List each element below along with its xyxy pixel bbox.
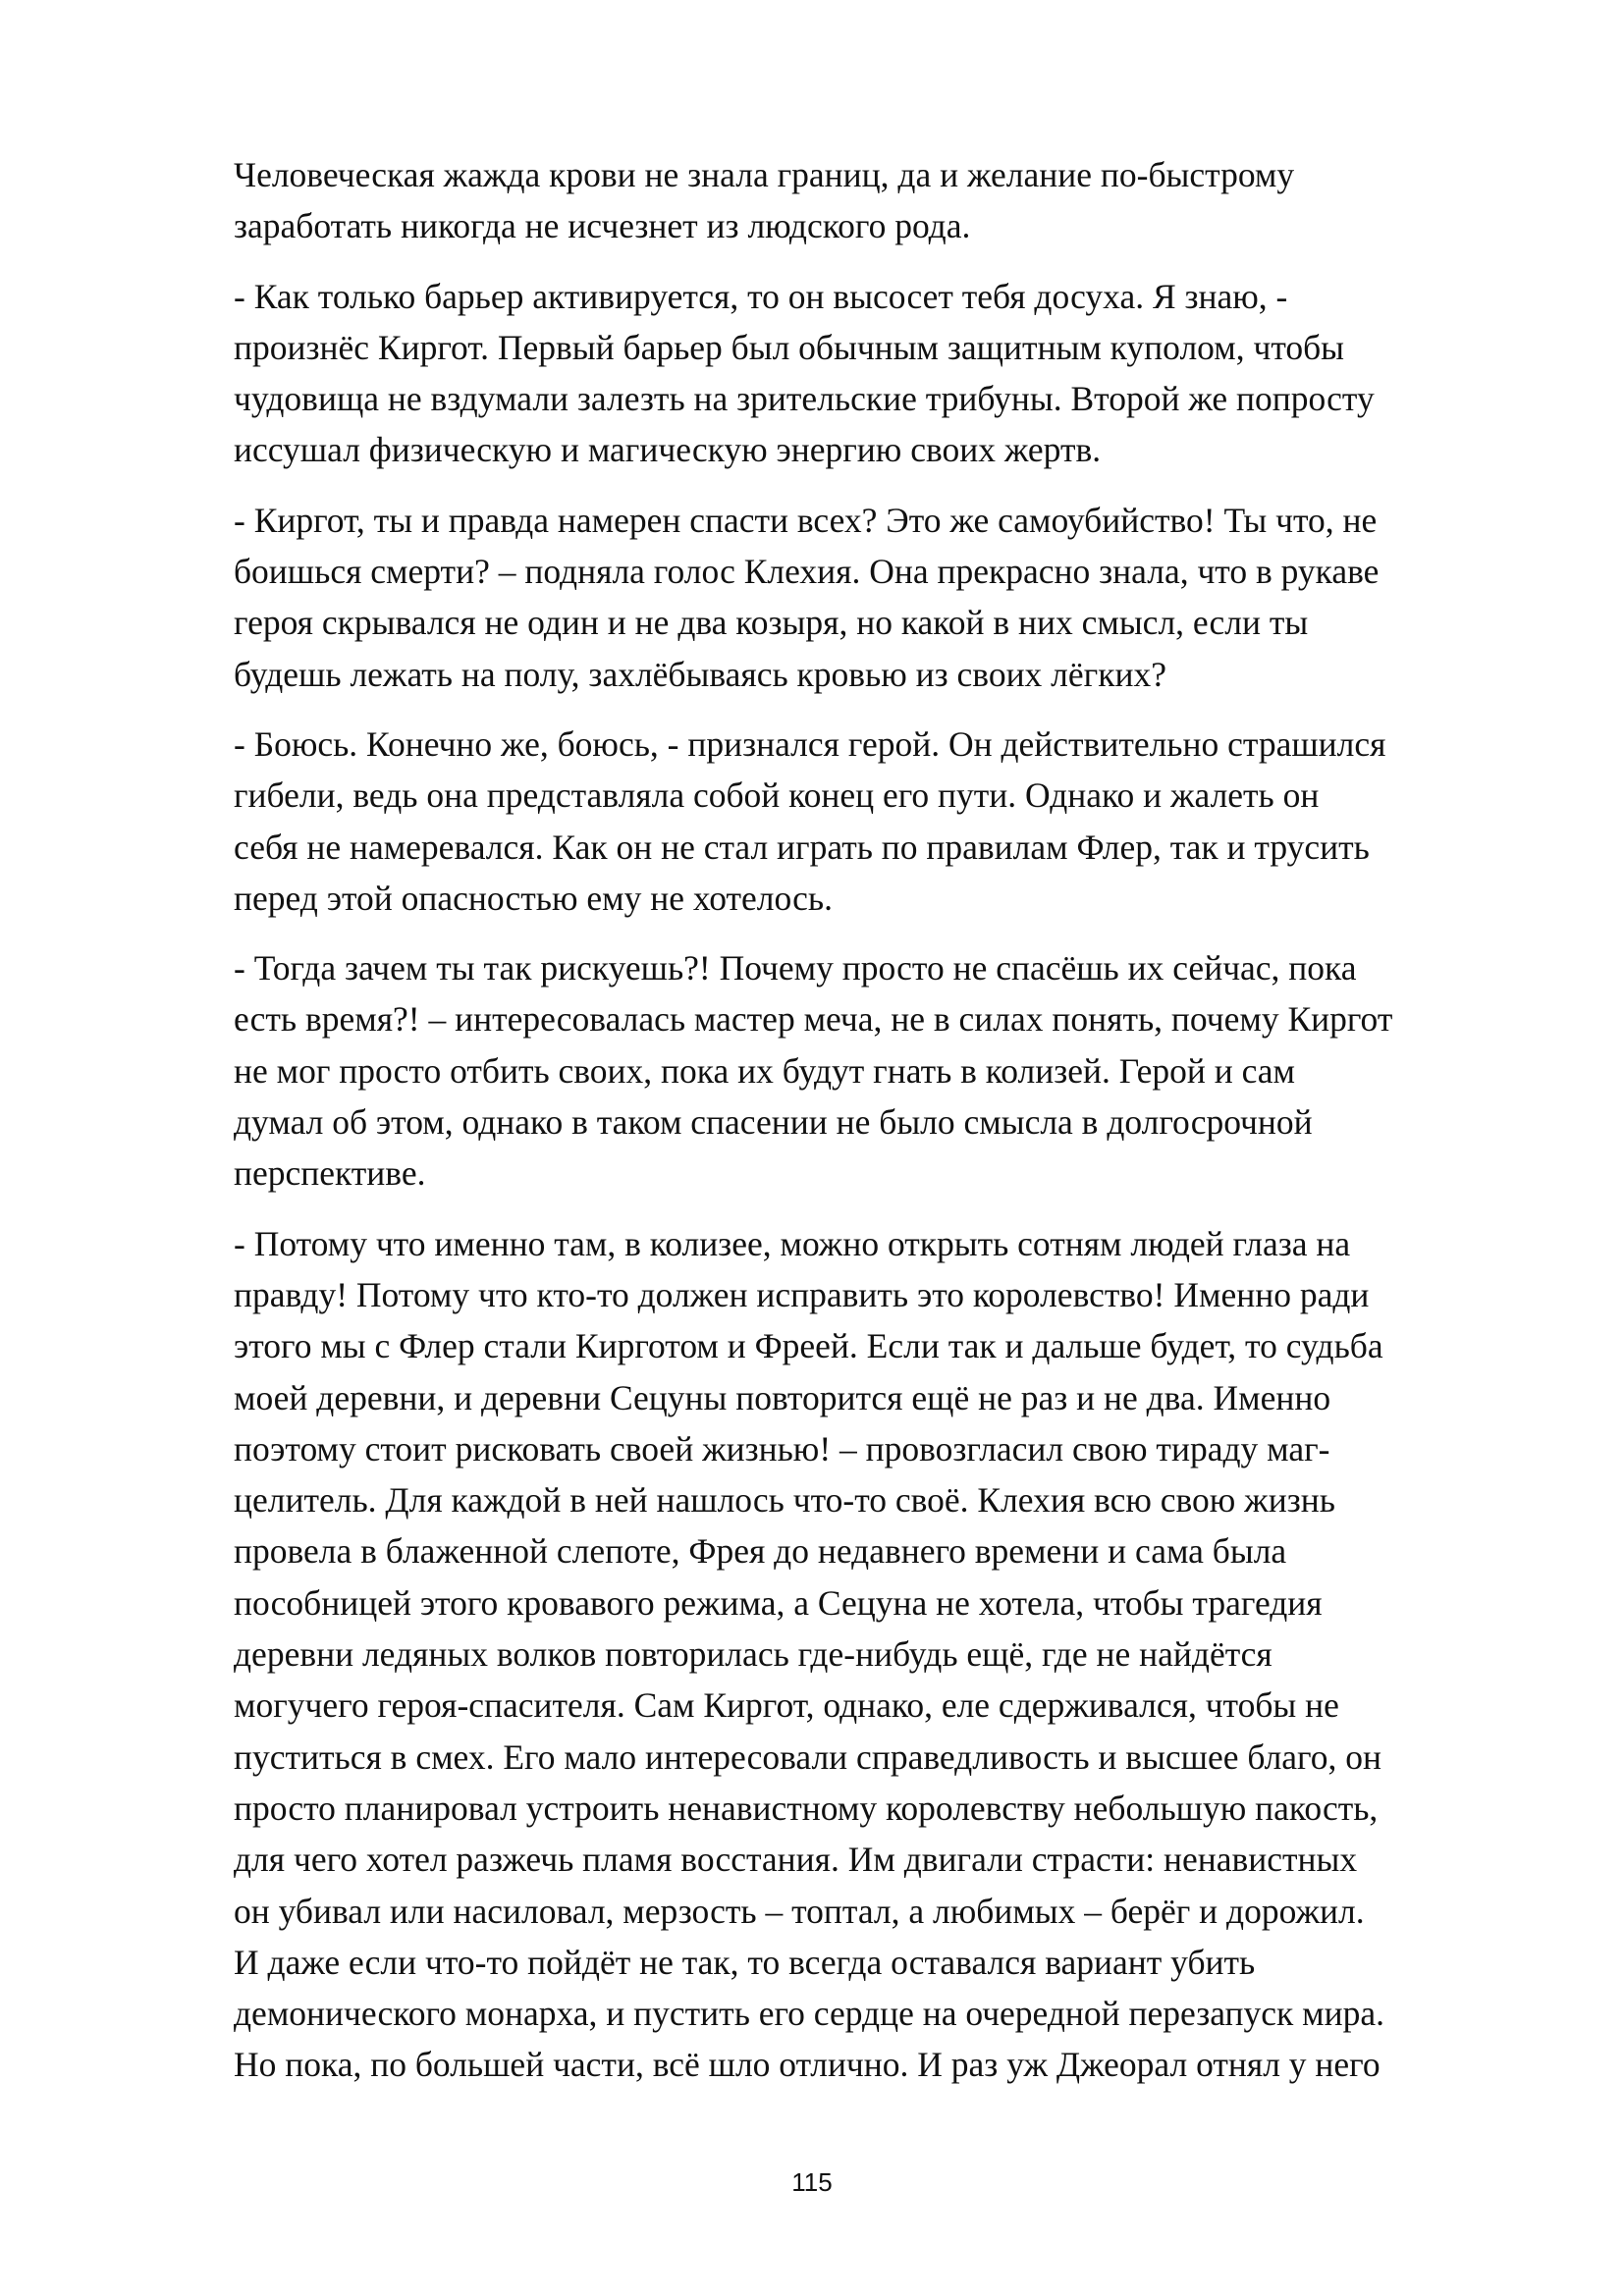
text-line: перед этой опасностью ему не хотелось. (234, 878, 833, 918)
text-line: этого мы с Флер стали Кирготом и Фреей. Если так и дальше будет, то судьба (234, 1326, 1383, 1366)
text-line: героя скрывался не один и не два козыря, но какой в них смысл, если ты (234, 603, 1309, 643)
paragraph (234, 495, 1525, 700)
text-line: Человеческая жажда крови не знала границ, да и желание по-быстрому (234, 155, 1295, 194)
text-line: демонического монарха, и пустить его сердце на очередной перезапуск мира. (234, 1994, 1385, 2034)
text-line: - Боюсь. Конечно же, боюсь, - признался герой. Он действительно страшился (234, 723, 1386, 764)
text-line: правду! Потому что кто-то должен исправить это королевство! Именно ради (234, 1274, 1370, 1314)
text-line: будешь лежать на полу, захлёбываясь кровью из своих лёгких? (234, 654, 1166, 694)
text-line: - Как только барьер активируется, то он высосет тебя досуха. Я знаю, - (234, 276, 1288, 316)
text-line: Но пока, по большей части, всё шло отлично. И раз уж Джеорал отнял у него (234, 2045, 1380, 2085)
text-line: боишься смерти? – подняла голос Клехия. Она прекрасно знала, что в рукаве (234, 552, 1380, 592)
text-line: гибели, ведь она представляла собой конец его пути. Однако и жалеть он (234, 775, 1320, 816)
text-line: могучего героя-спасителя. Сам Киргот, однако, еле сдерживался, чтобы не (234, 1685, 1339, 1726)
text-line: - Потому что именно там, в колизее, можно открыть сотням людей глаза на (234, 1223, 1351, 1263)
text-line: пуститься в смех. Его мало интересовали справедливость и высшее благо, он (234, 1736, 1381, 1777)
text-line: - Тогда зачем ты так рискуешь?! Почему просто не спасёшь их сейчас, пока (234, 948, 1357, 988)
text-line: не мог просто отбить своих, пока их будут гнать в колизей. Герой и сам (234, 1050, 1295, 1091)
text-line: целитель. Для каждой в ней нашлось что-то своё. Клехия всю свою жизнь (234, 1480, 1335, 1521)
text-line: произнёс Киргот. Первый барьер был обычным защитным куполом, чтобы (234, 327, 1345, 367)
text-line: для чего хотел разжечь пламя восстания. Им двигали страсти: ненавистных (234, 1840, 1358, 1880)
paragraph (234, 149, 1525, 252)
text-line: он убивал или насиловал, мерзость – топтал, а любимых – берёг и дорожил. (234, 1891, 1365, 1931)
text-line: просто планировал устроить ненавистному королевству небольшую пакость, (234, 1788, 1379, 1828)
paragraph (234, 1218, 1525, 2091)
body-text (234, 149, 1525, 2109)
text-line: провела в блаженной слепоте, Фрея до недавнего времени и сама была (234, 1531, 1287, 1572)
text-line: чудовища не вздумали залезть на зрительские трибуны. Второй же попросту (234, 379, 1375, 419)
paragraph (234, 942, 1525, 1199)
text-line: - Киргот, ты и правда намерен спасти всех? Это же самоубийство! Ты что, не (234, 500, 1378, 540)
text-line: думал об этом, однако в таком спасении не было смысла в долгосрочной (234, 1102, 1313, 1143)
text-line: моей деревни, и деревни Сецуны повторится ещё не раз и не два. Именно (234, 1377, 1331, 1417)
text-line: иссушал физическую и магическую энергию своих жертв. (234, 430, 1102, 470)
text-line: деревни ледяных волков повторилась где-нибудь ещё, где не найдётся (234, 1634, 1272, 1675)
paragraph (234, 719, 1525, 924)
text-line: пособницей этого кровавого режима, а Сецуна не хотела, чтобы трагедия (234, 1582, 1323, 1623)
text-line: И даже если что-то пойдёт не так, то всегда оставался вариант убить (234, 1942, 1256, 1982)
text-line: перспективе. (234, 1153, 426, 1194)
paragraph (234, 271, 1525, 476)
text-line: есть время?! – интересовалась мастер меча, не в силах понять, почему Киргот (234, 999, 1393, 1040)
text-line: поэтому стоит рисковать своей жизнью! – провозгласил свою тираду маг- (234, 1428, 1330, 1468)
text-line: себя не намеревался. Как он не стал играть по правилам Флер, так и трусить (234, 827, 1370, 867)
text-line: заработать никогда не исчезнет из людского рода. (234, 206, 971, 246)
page-number: 115 (791, 2167, 833, 2197)
